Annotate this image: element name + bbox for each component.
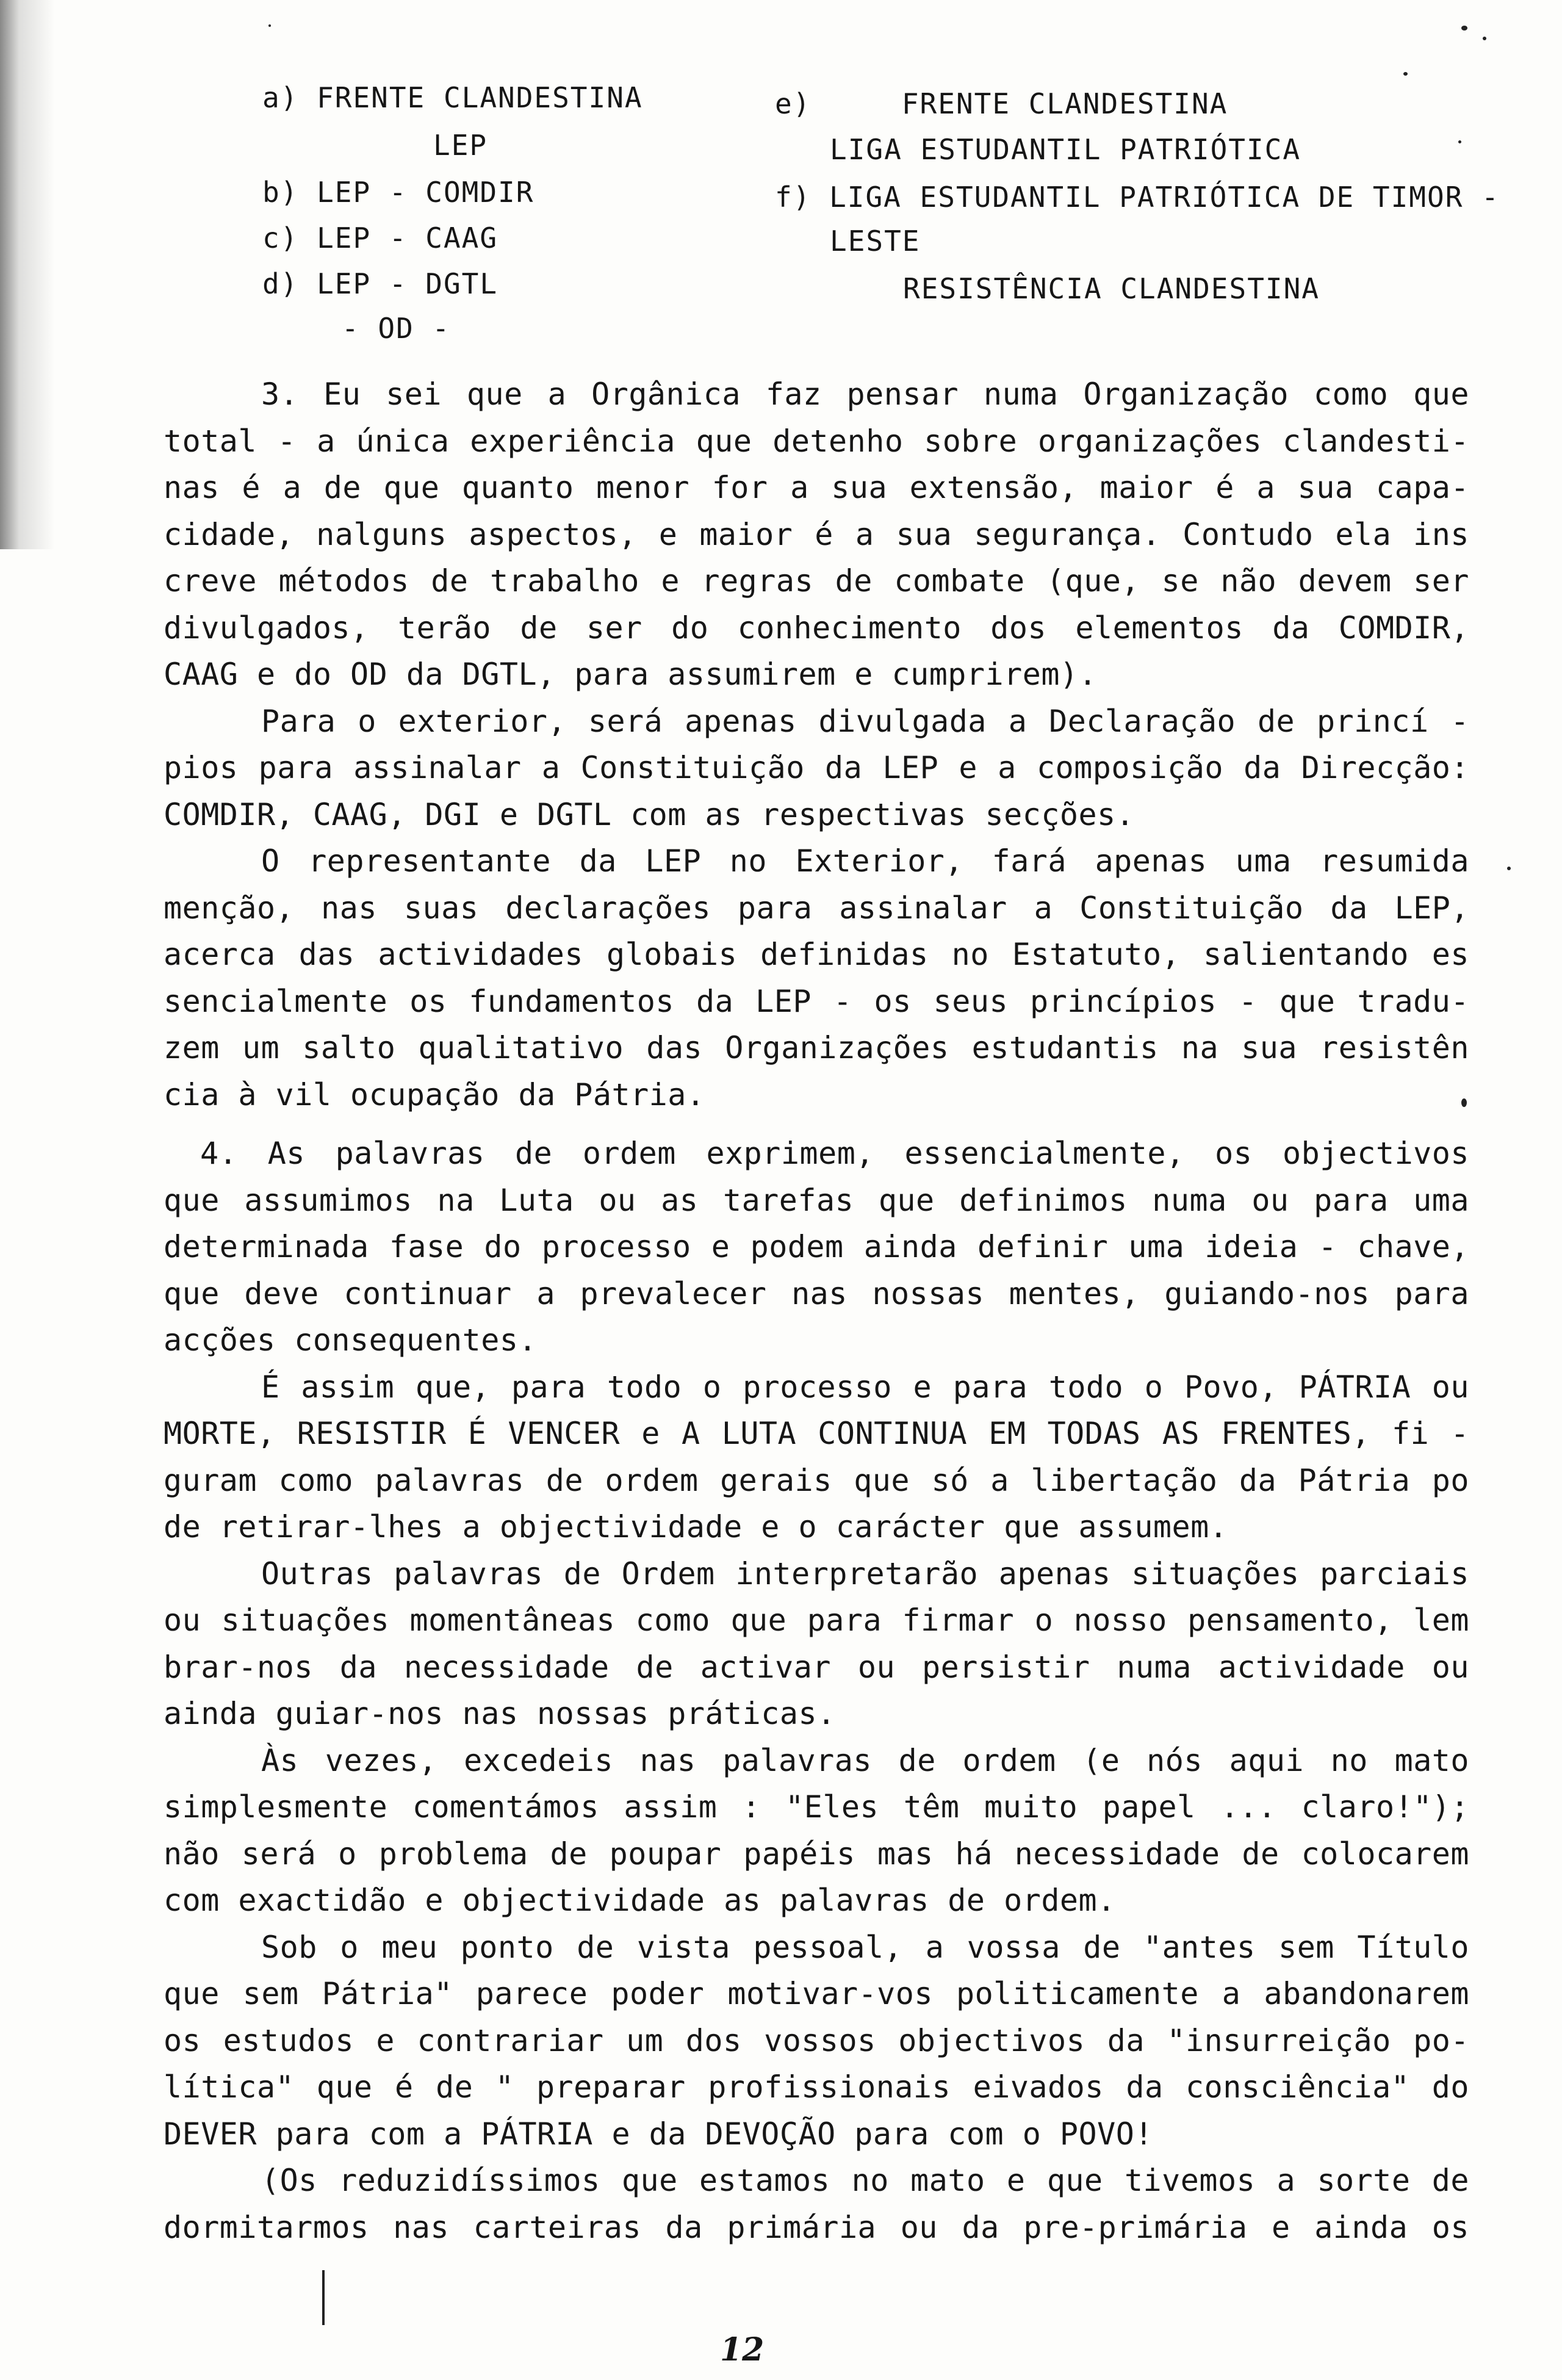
text-line: que assumimos na Luta ou as tarefas que definimos numa ou para uma	[164, 1182, 1469, 1218]
paragraph-reduzidissimos	[164, 2157, 1469, 2251]
text-line: nas é a de que quanto menor for a sua extensão, maior é a sua capa-	[164, 470, 1469, 505]
text-line: Às vezes, excedeis nas palavras de ordem (e nós aqui no mato	[261, 1742, 1469, 1778]
text-line: DEVER para com a PÁTRIA e da DEVOÇÃO para com o POVO!	[164, 2116, 1153, 2152]
text-line: dormitarmos nas carteiras da primária ou da pre-primária e ainda os	[164, 2209, 1469, 2245]
paragraph-3	[164, 371, 1469, 698]
option-a-sub: LEP	[433, 129, 488, 162]
text-line: Para o exterior, será apenas divulgada a Declaração de princí -	[261, 703, 1469, 739]
option-a: a) FRENTE CLANDESTINA	[262, 81, 643, 114]
paragraph-exterior	[164, 698, 1469, 838]
options-list	[0, 0, 1562, 366]
text-line: brar-nos da necessidade de activar ou persistir numa actividade ou	[164, 1649, 1469, 1685]
text-line: com exactidão e objectividade as palavras de ordem.	[164, 1883, 1116, 1918]
paragraph-patria-ou-morte	[164, 1364, 1469, 1551]
text-line: determinada fase do processo e podem ainda definir uma ideia - chave,	[164, 1229, 1469, 1264]
scan-speck	[1507, 867, 1511, 870]
text-line: menção, nas suas declarações para assinalar a Constituição da LEP,	[164, 890, 1469, 926]
option-d: d) LEP - DGTL	[262, 267, 498, 300]
text-line: cia à vil ocupação da Pátria.	[164, 1076, 705, 1112]
text-line: Outras palavras de Ordem interpretarão apenas situações parciais	[261, 1556, 1469, 1592]
text-line: divulgados, terão de ser do conhecimento dos elementos da COMDIR,	[164, 610, 1469, 646]
text-line: simplesmente comentámos assim : "Eles têm muito papel ... claro!");	[164, 1789, 1469, 1825]
paragraph-representante	[164, 838, 1469, 1118]
paragraph-as-vezes	[164, 1737, 1469, 1924]
text-line: MORTE, RESISTIR É VENCER e A LUTA CONTINUA EM TODAS AS FRENTES, fi -	[164, 1416, 1469, 1451]
text-line: acções consequentes.	[164, 1322, 538, 1358]
paragraph-4	[164, 1130, 1469, 1364]
page-number: 12	[720, 2331, 765, 2368]
text-line: pios para assinalar a Constituição da LEP e a composição da Direcção:	[164, 750, 1469, 785]
text-line: cidade, nalguns aspectos, e maior é a sua segurança. Contudo ela ins	[164, 516, 1469, 552]
text-line: O representante da LEP no Exterior, fará apenas uma resumida	[261, 843, 1469, 879]
text-line: ou situações momentâneas como que para firmar o nosso pensamento, lem	[164, 1603, 1469, 1638]
text-line: guram como palavras de ordem gerais que só a libertação da Pátria po	[164, 1462, 1469, 1498]
text-line: COMDIR, CAAG, DGI e DGTL com as respectivas secções.	[164, 796, 1135, 832]
option-f-cont: LESTE	[830, 225, 921, 258]
option-c: c) LEP - CAAG	[262, 222, 498, 254]
margin-mark	[322, 2270, 325, 2325]
body-text	[164, 371, 1469, 2251]
text-line: que sem Pátria" parece poder motivar-vos politicamente a abandonarem	[164, 1976, 1469, 2011]
text-line: Sob o meu ponto de vista pessoal, a vossa de "antes sem Título	[261, 1929, 1469, 1965]
text-line: de retirar-lhes a objectividade e o carácter que assumem.	[164, 1509, 1228, 1545]
text-line: lítica" que é de " preparar profissionais eivados da consciência" do	[164, 2069, 1469, 2105]
option-f: f) LIGA ESTUDANTIL PATRIÓTICA DE TIMOR -	[775, 181, 1500, 214]
text-line: acerca das actividades globais definidas no Estatuto, salientando es	[164, 937, 1469, 972]
option-b: b) LEP - COMDIR	[262, 176, 534, 209]
text-line: ainda guiar-nos nas nossas práticas.	[164, 1696, 836, 1731]
text-line: 4. As palavras de ordem exprimem, essencialmente, os objectivos	[200, 1136, 1469, 1171]
paragraph-outras-palavras	[164, 1551, 1469, 1737]
text-line: (Os reduzidíssimos que estamos no mato e que tivemos a sorte de	[261, 2163, 1469, 2198]
text-line: total - a única experiência que detenho sobre organizações clandesti-	[164, 423, 1469, 459]
text-line: creve métodos de trabalho e regras de combate (que, se não devem ser	[164, 563, 1469, 599]
text-line: sencialmente os fundamentos da LEP - os seus princípios - que tradu-	[164, 983, 1469, 1019]
text-line: zem um salto qualitativo das Organizações estudantis na sua resistên	[164, 1030, 1469, 1066]
text-line: 3. Eu sei que a Orgânica faz pensar numa Organização como que	[261, 377, 1469, 412]
option-e-sub: LIGA ESTUDANTIL PATRIÓTICA	[830, 133, 1301, 166]
text-line: É assim que, para todo o processo e para todo o Povo, PÁTRIA ou	[261, 1369, 1469, 1405]
paragraph-ponto-de-vista	[164, 1924, 1469, 2158]
option-f-sub: RESISTÊNCIA CLANDESTINA	[903, 272, 1320, 305]
option-d-sub: - OD -	[342, 312, 451, 345]
text-line: os estudos e contrariar um dos vossos objectivos da "insurreição po-	[164, 2022, 1469, 2058]
text-line: não será o problema de poupar papéis mas há necessidade de colocarem	[164, 1836, 1469, 1872]
text-line: CAAG e do OD da DGTL, para assumirem e cumprirem).	[164, 657, 1098, 692]
text-line: que deve continuar a prevalecer nas nossas mentes, guiando-nos para	[164, 1275, 1469, 1311]
option-e: e) FRENTE CLANDESTINA	[775, 87, 1228, 120]
